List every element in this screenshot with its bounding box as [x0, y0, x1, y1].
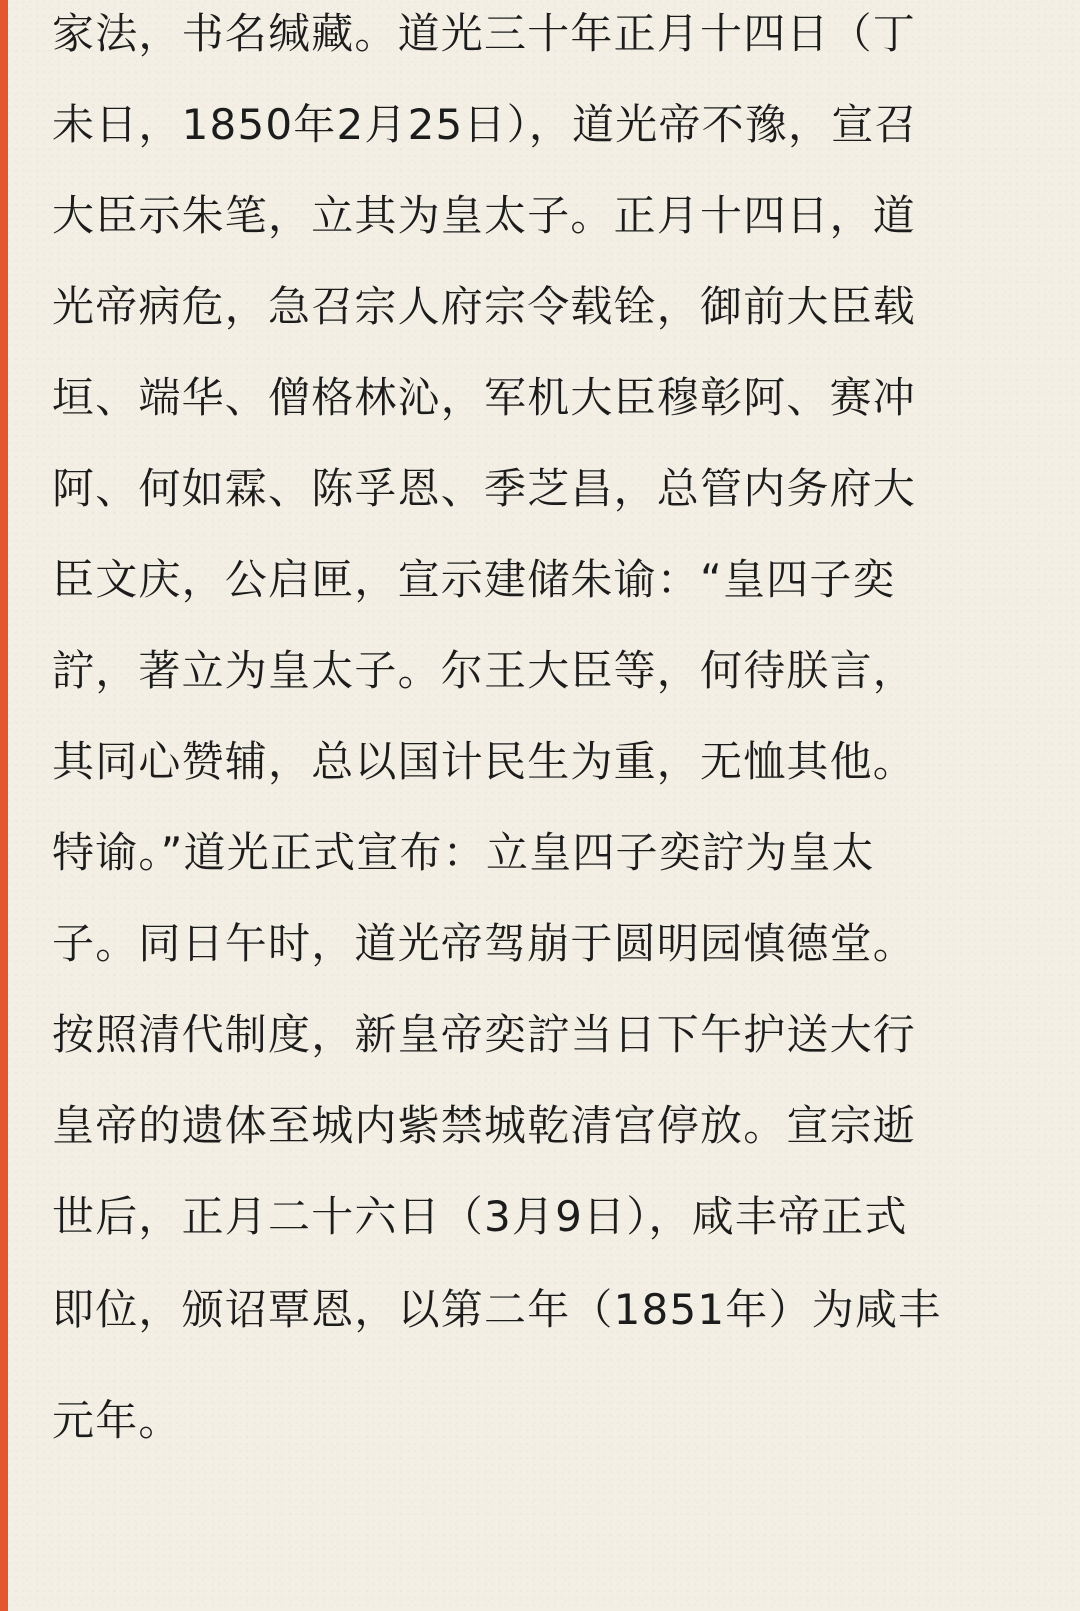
article-line-15: 即位，颁诏覃恩，以第二年（1851年）为咸丰	[52, 1285, 942, 1334]
article-line-3: 大臣示朱笔，立其为皇太子。正月十四日，道	[52, 191, 917, 240]
article-line-4: 光帝病危，急召宗人府宗令载铨，御前大臣载	[52, 282, 917, 331]
article-line-16: 元年。	[52, 1396, 182, 1445]
article-page	[8, 0, 1080, 1611]
article-line-9: 其同心赞辅，总以国计民生为重，无恤其他。	[52, 737, 917, 786]
article-line-7: 臣文庆，公启匣，宣示建储朱谕：“皇四子奕	[52, 555, 896, 604]
left-accent-bar	[0, 0, 8, 1611]
article-line-10: 特谕。”道光正式宣布：立皇四子奕詝为皇太	[52, 828, 875, 877]
article-line-2: 未日，1850年2月25日），道光帝不豫，宣召	[52, 100, 918, 149]
article-line-1: 家法，书名缄藏。道光三十年正月十四日（丁	[52, 9, 917, 58]
article-line-11: 子。同日午时，道光帝驾崩于圆明园慎德堂。	[52, 919, 917, 968]
article-line-5: 垣、端华、僧格林沁，军机大臣穆彰阿、赛冲	[52, 373, 917, 422]
article-line-13: 皇帝的遗体至城内紫禁城乾清宫停放。宣宗逝	[52, 1101, 917, 1150]
article-line-6: 阿、何如霖、陈孚恩、季芝昌，总管内务府大	[52, 464, 917, 513]
article-line-8: 詝，著立为皇太子。尔王大臣等，何待朕言，	[52, 646, 917, 695]
article-line-12: 按照清代制度，新皇帝奕詝当日下午护送大行	[52, 1010, 917, 1059]
article-line-14: 世后，正月二十六日（3月9日），咸丰帝正式	[52, 1192, 908, 1241]
